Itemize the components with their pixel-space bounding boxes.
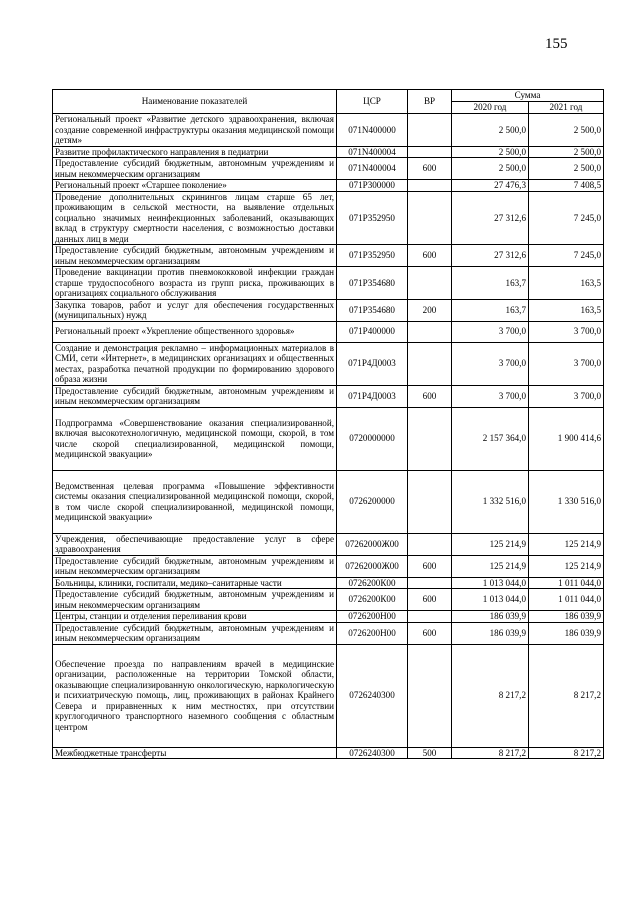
header-name: Наименование показателей (53, 90, 337, 114)
row-sum-2021-cell: 125 214,9 (529, 555, 604, 577)
row-sum-2020-cell: 27 312,6 (452, 245, 529, 267)
row-vr-cell: 500 (408, 747, 452, 759)
row-sum-2020-cell: 186 039,9 (452, 622, 529, 644)
row-sum-2021-cell: 1 011 044,0 (529, 589, 604, 611)
row-sum-2020-cell: 3 700,0 (452, 342, 529, 385)
row-sum-2021-cell: 2 500,0 (529, 158, 604, 180)
row-sum-2021-cell: 1 011 044,0 (529, 577, 604, 589)
row-name-cell: Подпрограмма «Совершенствование оказания специализированной, включая высокотехнологичную, медицинской помощи, скорой, в том числе скорой специализированной, медицинской помощи, медицинской эвакуации» (53, 407, 337, 470)
row-sum-2021-cell: 3 700,0 (529, 321, 604, 342)
row-vr-cell (408, 114, 452, 147)
row-name-cell: Предоставление субсидий бюджетным, автономным учреждениям и иным некоммерческим организациям (53, 589, 337, 611)
row-sum-2020-cell: 163,7 (452, 267, 529, 300)
row-code-cell: 07262000Ж00 (337, 533, 408, 555)
row-vr-cell (408, 267, 452, 300)
row-code-cell: 071N400004 (337, 158, 408, 180)
row-sum-2021-cell: 8 217,2 (529, 747, 604, 759)
row-vr-cell: 600 (408, 589, 452, 611)
row-name-cell: Проведение дополнительных скринингов лицам старше 65 лет, проживающим в сельской местности, на выявление отдельных социально значимых неинфекционных заболеваний, оказывающих вклад в структуру смертности населения, с возможностью доставки данных лиц в меди (53, 191, 337, 245)
row-sum-2020-cell: 2 500,0 (452, 146, 529, 158)
table-row (53, 589, 604, 611)
row-name-cell: Ведомственная целевая программа «Повышение эффективности системы оказания специализированной медицинской помощи, скорой, в том числе скорой специализированной, медицинской помощи, медицинской эвакуации» (53, 470, 337, 533)
row-sum-2020-cell: 27 312,6 (452, 191, 529, 245)
row-sum-2020-cell: 1 332 516,0 (452, 470, 529, 533)
table-row (53, 577, 604, 589)
row-sum-2021-cell: 8 217,2 (529, 644, 604, 747)
row-code-cell: 0726200К00 (337, 577, 408, 589)
row-name-cell: Центры, станции и отделения переливания крови (53, 611, 337, 623)
row-sum-2021-cell: 7 245,0 (529, 245, 604, 267)
row-sum-2021-cell: 2 500,0 (529, 146, 604, 158)
row-code-cell: 071N400000 (337, 114, 408, 147)
table-row (53, 342, 604, 385)
row-name-cell: Предоставление субсидий бюджетным, автономным учреждениям и иным некоммерческим организациям (53, 385, 337, 407)
row-code-cell: 0726240300 (337, 644, 408, 747)
row-sum-2021-cell: 7 245,0 (529, 191, 604, 245)
row-sum-2020-cell: 163,7 (452, 299, 529, 321)
row-vr-cell (408, 533, 452, 555)
table-body (53, 114, 604, 759)
row-code-cell: 071P354680 (337, 299, 408, 321)
row-code-cell: 0726240300 (337, 747, 408, 759)
row-vr-cell: 600 (408, 245, 452, 267)
row-vr-cell: 600 (408, 622, 452, 644)
table-row (53, 533, 604, 555)
row-code-cell: 0726200Н00 (337, 611, 408, 623)
row-name-cell: Межбюджетные трансферты (53, 747, 337, 759)
row-sum-2020-cell: 2 500,0 (452, 114, 529, 147)
row-sum-2021-cell: 1 900 414,6 (529, 407, 604, 470)
row-vr-cell: 600 (408, 555, 452, 577)
row-sum-2021-cell: 1 330 516,0 (529, 470, 604, 533)
table-row (53, 267, 604, 300)
row-code-cell: 071P400000 (337, 321, 408, 342)
row-vr-cell (408, 191, 452, 245)
table-row (53, 622, 604, 644)
row-vr-cell (408, 146, 452, 158)
row-sum-2021-cell: 7 408,5 (529, 180, 604, 192)
table-row (53, 245, 604, 267)
table-row (53, 747, 604, 759)
row-sum-2020-cell: 27 476,3 (452, 180, 529, 192)
table-row (53, 611, 604, 623)
table-row (53, 470, 604, 533)
row-code-cell: 0726200000 (337, 470, 408, 533)
row-sum-2021-cell: 125 214,9 (529, 533, 604, 555)
page-number: 155 (545, 36, 568, 52)
row-name-cell: Предоставление субсидий бюджетным, автономным учреждениям и иным некоммерческим организациям (53, 158, 337, 180)
row-vr-cell (408, 342, 452, 385)
row-sum-2020-cell: 2 500,0 (452, 158, 529, 180)
row-sum-2021-cell: 186 039,9 (529, 622, 604, 644)
row-vr-cell (408, 407, 452, 470)
row-sum-2020-cell: 125 214,9 (452, 555, 529, 577)
row-name-cell: Создание и демонстрация рекламно – информационных материалов в СМИ, сети «Интернет», в медицинских организациях и общественных местах, разработка печатной продукции по формированию здорового образа жизни (53, 342, 337, 385)
header-year-2020: 2020 год (452, 101, 529, 113)
row-sum-2021-cell: 163,5 (529, 267, 604, 300)
row-name-cell: Закупка товаров, работ и услуг для обеспечения государственных (муниципальных) нужд (53, 299, 337, 321)
header-vr: ВР (408, 90, 452, 114)
row-sum-2021-cell: 2 500,0 (529, 114, 604, 147)
row-code-cell: 0726200Н00 (337, 622, 408, 644)
row-name-cell: Проведение вакцинации против пневмококковой инфекции граждан старше трудоспособного возраста из групп риска, проживающих в организациях социального обслуживания (53, 267, 337, 300)
table-row (53, 407, 604, 470)
table-row (53, 555, 604, 577)
row-sum-2021-cell: 3 700,0 (529, 342, 604, 385)
row-code-cell: 071P352950 (337, 245, 408, 267)
row-vr-cell (408, 180, 452, 192)
row-sum-2020-cell: 8 217,2 (452, 747, 529, 759)
row-sum-2020-cell: 125 214,9 (452, 533, 529, 555)
header-year-2021: 2021 год (529, 101, 604, 113)
row-sum-2020-cell: 3 700,0 (452, 321, 529, 342)
row-vr-cell: 200 (408, 299, 452, 321)
header-code: ЦСР (337, 90, 408, 114)
row-code-cell: 071P300000 (337, 180, 408, 192)
row-sum-2020-cell: 1 013 044,0 (452, 577, 529, 589)
row-sum-2020-cell: 2 157 364,0 (452, 407, 529, 470)
row-vr-cell (408, 470, 452, 533)
row-name-cell: Развитие профилактического направления в педиатрии (53, 146, 337, 158)
row-sum-2021-cell: 163,5 (529, 299, 604, 321)
row-sum-2020-cell: 1 013 044,0 (452, 589, 529, 611)
row-code-cell: 071Р4Д0003 (337, 385, 408, 407)
table-row (53, 321, 604, 342)
row-sum-2021-cell: 3 700,0 (529, 385, 604, 407)
row-code-cell: 0720000000 (337, 407, 408, 470)
row-vr-cell (408, 611, 452, 623)
table-row (53, 114, 604, 147)
row-vr-cell (408, 577, 452, 589)
row-code-cell: 0726200К00 (337, 589, 408, 611)
row-vr-cell: 600 (408, 385, 452, 407)
row-vr-cell (408, 321, 452, 342)
row-sum-2020-cell: 3 700,0 (452, 385, 529, 407)
table-row (53, 180, 604, 192)
table-row (53, 191, 604, 245)
row-sum-2021-cell: 186 039,9 (529, 611, 604, 623)
row-name-cell: Предоставление субсидий бюджетным, автономным учреждениям и иным некоммерческим организациям (53, 555, 337, 577)
row-name-cell: Учреждения, обеспечивающие предоставление услуг в сфере здравоохранения (53, 533, 337, 555)
row-name-cell: Предоставление субсидий бюджетным, автономным учреждениям и иным некоммерческим организациям (53, 245, 337, 267)
row-vr-cell (408, 644, 452, 747)
row-name-cell: Региональный проект «Старшее поколение» (53, 180, 337, 192)
table-row (53, 644, 604, 747)
table-row (53, 146, 604, 158)
row-name-cell: Предоставление субсидий бюджетным, автономным учреждениям и иным некоммерческим организациям (53, 622, 337, 644)
budget-table (52, 89, 604, 759)
row-name-cell: Обеспечение проезда по направлениям врачей в медицинские организации, расположенные на территории Томской области, оказывающие специализированную онкологическую, наркологическую и психиатрическую помощь, лиц, проживающих в районах Крайнего Севера и приравненных к ним местностях, при отсутствии круглогодичного транспортного наземного сообщения с областным центром (53, 644, 337, 747)
row-code-cell: 071P354680 (337, 267, 408, 300)
row-name-cell: Региональный проект «Укрепление общественного здоровья» (53, 321, 337, 342)
row-name-cell: Региональный проект «Развитие детского здравоохранения, включая создание современной инфраструктуры оказания медицинской помощи детям» (53, 114, 337, 147)
row-sum-2020-cell: 8 217,2 (452, 644, 529, 747)
table-row (53, 385, 604, 407)
row-code-cell: 07262000Ж00 (337, 555, 408, 577)
row-name-cell: Больницы, клиники, госпитали, медико–санитарные части (53, 577, 337, 589)
row-code-cell: 071P352950 (337, 191, 408, 245)
row-code-cell: 071Р4Д0003 (337, 342, 408, 385)
table-row (53, 158, 604, 180)
header-sum: Сумма (452, 90, 604, 102)
row-code-cell: 071N400004 (337, 146, 408, 158)
row-sum-2020-cell: 186 039,9 (452, 611, 529, 623)
table-row (53, 299, 604, 321)
row-vr-cell: 600 (408, 158, 452, 180)
